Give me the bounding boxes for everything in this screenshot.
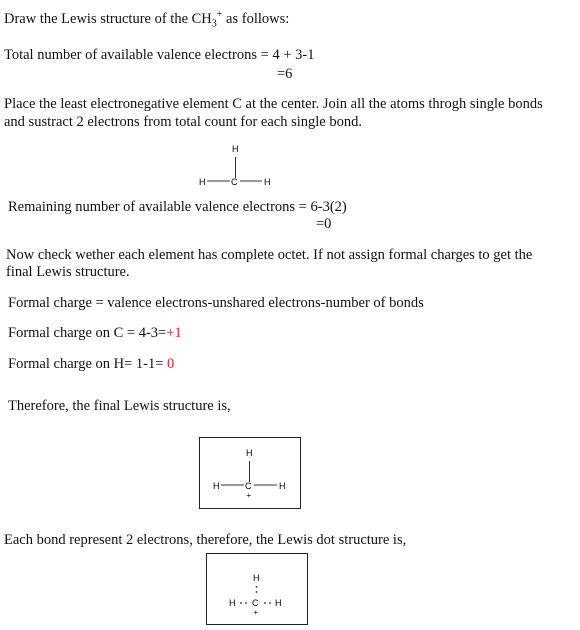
atom-h-right: H <box>279 481 286 491</box>
place-instruction-line2: and sustract 2 electrons from total count for each single bond. <box>4 114 362 130</box>
plus-charge: + <box>253 608 259 617</box>
remaining-electrons-result: =0 <box>316 216 332 232</box>
remaining-electrons-line: Remaining number of available valence electrons = 6-3(2) <box>8 199 347 215</box>
atom-c-center: C <box>252 598 259 608</box>
formal-charge-hydrogen-text: Formal charge on H= 1-1= <box>8 356 168 372</box>
title-prefix: Draw the Lewis structure of the CH <box>4 10 212 27</box>
electron-dot <box>240 602 242 604</box>
octet-check-line2: final Lewis structure. <box>6 264 130 280</box>
atom-h-top: H <box>246 448 253 458</box>
atom-c-center: C <box>245 481 252 491</box>
electron-dot <box>245 602 247 604</box>
formal-charge-hydrogen-value: 0 <box>167 356 175 372</box>
place-instruction-line1: Place the least electronegative element C at the center. Join all the atoms throgh single bonds <box>4 96 543 112</box>
atom-h-left: H <box>213 481 220 491</box>
atom-h-left: H <box>199 177 206 187</box>
electron-dot <box>264 602 266 604</box>
plus-charge: + <box>246 491 252 500</box>
atom-h-right: H <box>264 177 271 187</box>
formal-charge-carbon-text: Formal charge on C = 4-3= <box>8 325 167 341</box>
formal-charge-carbon-value: +1 <box>166 325 182 341</box>
title-suffix: as follows: <box>222 10 290 27</box>
atom-h-top: H <box>232 144 239 154</box>
total-electrons-result: =6 <box>277 66 293 82</box>
title-subscript: 3 <box>211 18 217 30</box>
electron-dot <box>269 602 271 604</box>
each-bond-line: Each bond represent 2 electrons, therefore, the Lewis dot structure is, <box>4 532 407 548</box>
total-electrons-line: Total number of available valence electrons = 4 + 3-1 <box>4 47 315 63</box>
electron-dot <box>256 591 258 593</box>
atom-h-top: H <box>253 573 260 583</box>
therefore-line: Therefore, the final Lewis structure is, <box>8 398 231 414</box>
atom-h-right: H <box>275 598 282 608</box>
octet-check-line1: Now check wether each element has complete octet. If not assign formal charges to get the <box>6 247 533 263</box>
atom-h-left: H <box>229 598 236 608</box>
electron-dot <box>256 586 258 588</box>
title-superscript: + <box>216 9 223 20</box>
formal-charge-definition: Formal charge = valence electrons-unshared electrons-number of bonds <box>8 295 424 311</box>
atom-c-center: C <box>231 177 238 187</box>
